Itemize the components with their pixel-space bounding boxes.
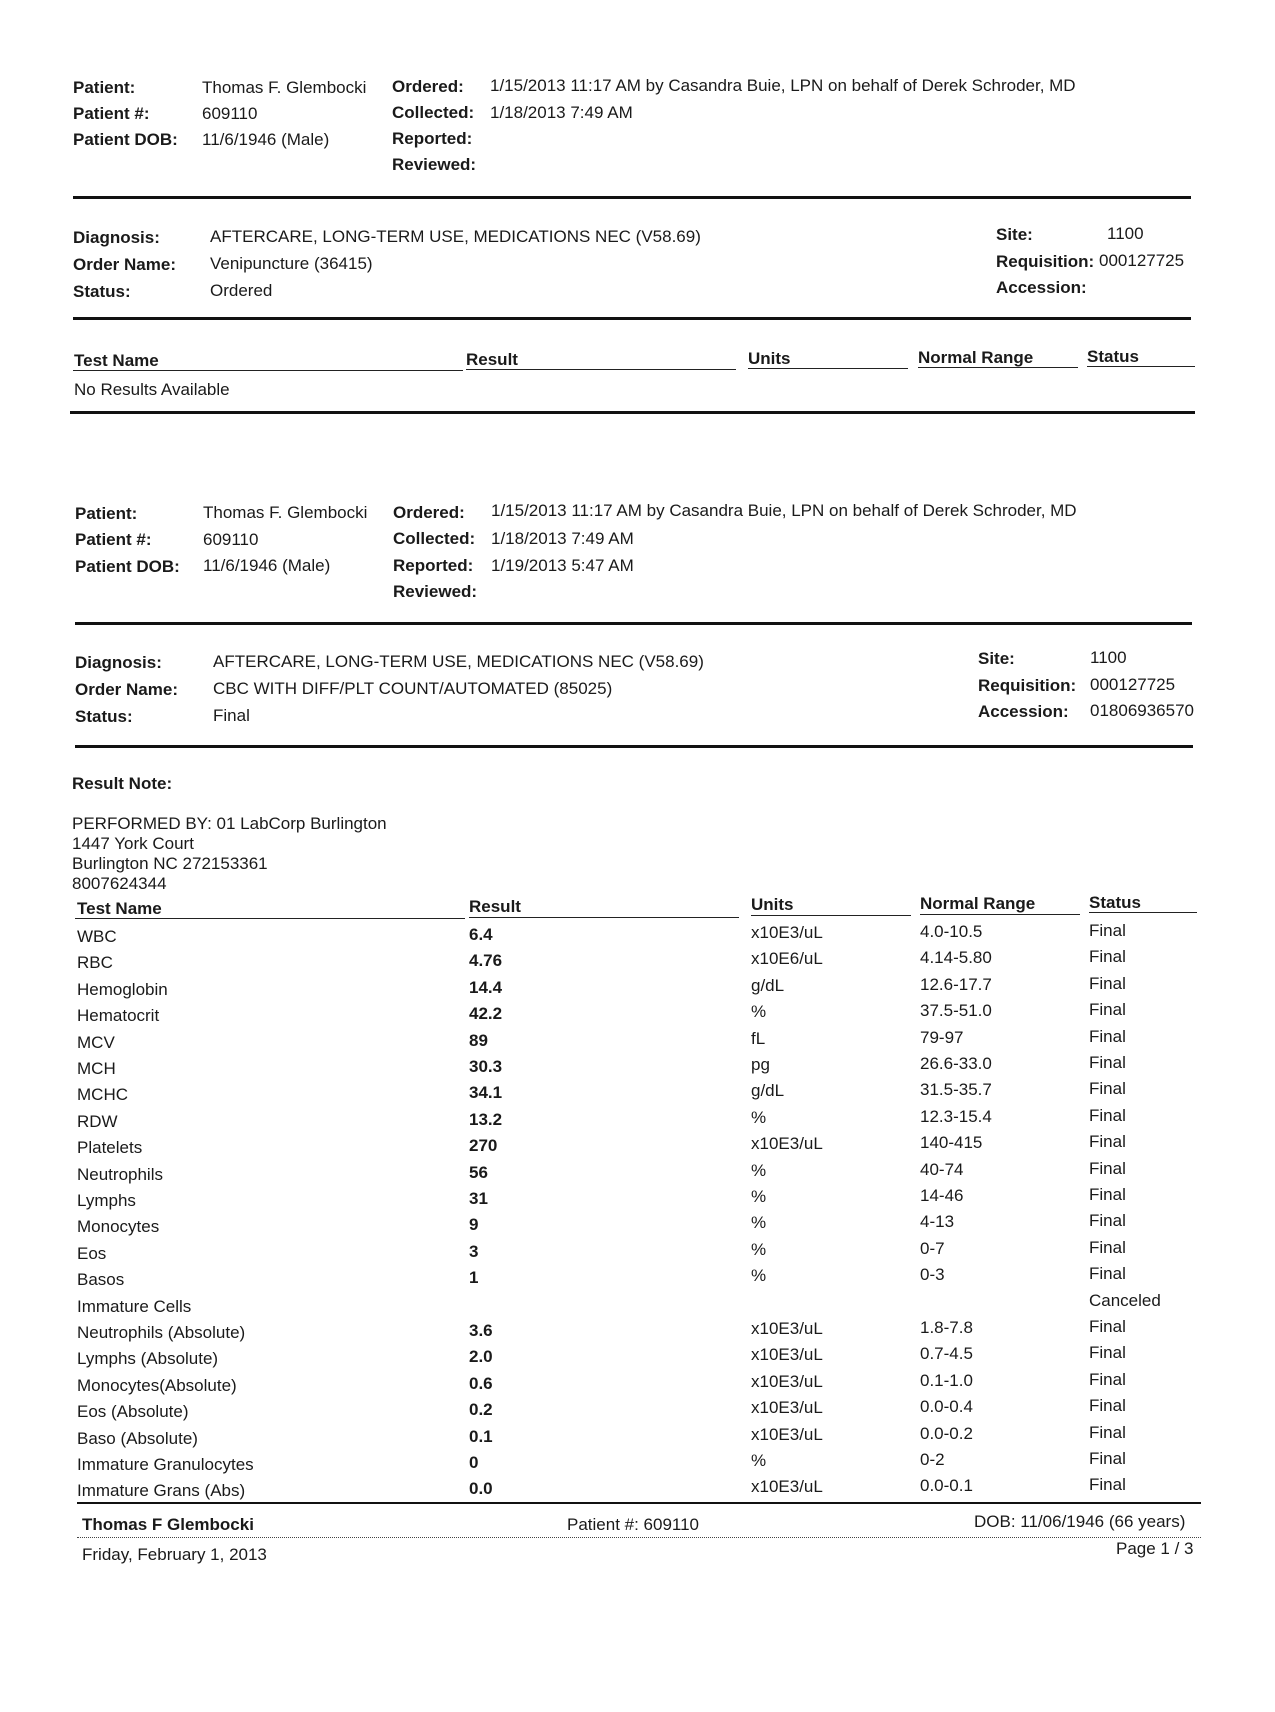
footer-dob: DOB: 11/06/1946 (66 years) (974, 1512, 1186, 1531)
cell-status: Final (1089, 1422, 1126, 1442)
cell-normal-range: 31.5-35.7 (920, 1080, 992, 1100)
cell-normal-range: 0.7-4.5 (920, 1344, 973, 1364)
col-header-normal-range: Normal Range (920, 894, 1036, 913)
lab-address-line1: 1447 York Court (72, 834, 194, 853)
cell-normal-range: 0.1-1.0 (920, 1370, 973, 1390)
patient-number: 609110 (203, 530, 259, 549)
cell-status: Final (1089, 1475, 1126, 1495)
cell-units: % (751, 1107, 767, 1127)
cell-test-name: Neutrophils (77, 1164, 163, 1184)
cell-test-name: Monocytes(Absolute) (77, 1375, 237, 1395)
requisition-label: Requisition: (996, 252, 1095, 271)
accession-label: Accession: (978, 702, 1069, 721)
cell-units: % (751, 1213, 767, 1233)
cell-normal-range: 26.6-33.0 (920, 1054, 992, 1073)
col-header-result: Result (469, 897, 521, 916)
cell-result: 42.2 (469, 1004, 503, 1024)
table-row (0, 1132, 1275, 1164)
table-row (0, 1369, 1275, 1402)
cell-status: Final (1089, 1053, 1126, 1072)
cell-result: 2.0 (469, 1347, 493, 1367)
cell-normal-range: 140-415 (920, 1133, 983, 1153)
patient-label: Patient: (75, 504, 138, 523)
header-underline (75, 918, 465, 919)
cell-test-name: Monocytes (77, 1217, 160, 1237)
cell-units: x10E3/uL (751, 1371, 823, 1391)
cell-normal-range: 0.0-0.4 (920, 1397, 973, 1417)
table-row (0, 1449, 1275, 1481)
cell-units: % (751, 1266, 767, 1286)
cell-normal-range: 37.5-51.0 (920, 1001, 992, 1021)
cell-test-name: RDW (77, 1111, 118, 1131)
cell-status: Final (1089, 1132, 1126, 1152)
lab-phone: 8007624344 (72, 874, 167, 893)
patient-dob-label: Patient DOB: (73, 130, 178, 149)
cell-units: x10E3/uL (751, 1424, 823, 1444)
cell-test-name: Lymphs (Absolute) (77, 1349, 219, 1369)
footer-patient-name: Thomas F Glembocki (82, 1515, 254, 1534)
cell-result: 89 (469, 1030, 488, 1050)
ordered-value: 1/15/2013 11:17 AM by Casandra Buie, LPN on behalf of Derek Schroder, MD (490, 76, 1076, 95)
cell-test-name: MCV (77, 1032, 115, 1052)
patient-label: Patient: (73, 78, 136, 97)
cell-units: % (751, 1451, 767, 1470)
cell-normal-range: 14-46 (920, 1186, 964, 1205)
col-header-test-name: Test Name (77, 899, 162, 918)
reviewed-label: Reviewed: (392, 155, 477, 174)
cell-status: Canceled (1089, 1290, 1161, 1310)
patient-dob: 11/6/1946 (Male) (203, 556, 331, 575)
site-label: Site: (978, 649, 1015, 668)
cell-units: pg (751, 1055, 770, 1074)
cell-test-name: MCHC (77, 1085, 128, 1105)
diagnosis-value: AFTERCARE, LONG-TERM USE, MEDICATIONS NEC (V58.69) (210, 227, 701, 246)
requisition-value: 000127725 (1099, 251, 1185, 270)
cell-result: 0.0 (469, 1479, 493, 1499)
requisition-label: Requisition: (978, 676, 1077, 695)
cell-result: 1 (469, 1268, 479, 1288)
patient-name: Thomas F. Glembocki (202, 78, 367, 97)
cell-result: 270 (469, 1136, 498, 1156)
col-header-status: Status (1089, 893, 1141, 912)
status-label: Status: (75, 707, 133, 726)
cell-result: 0.6 (469, 1373, 493, 1393)
no-results-text: No Results Available (74, 380, 230, 399)
table-row (0, 1079, 1275, 1111)
cell-test-name: Eos (Absolute) (77, 1402, 189, 1422)
cell-status: Final (1089, 1237, 1126, 1257)
section-divider (75, 745, 1193, 748)
performed-by: PERFORMED BY: 01 LabCorp Burlington (72, 814, 387, 833)
cell-normal-range: 12.6-17.7 (920, 974, 992, 994)
order-name-label: Order Name: (73, 255, 176, 274)
cell-result: 6.4 (469, 925, 493, 944)
reported-label: Reported: (392, 129, 473, 148)
cell-units: g/dL (751, 1081, 785, 1101)
reported-value: 1/19/2013 5:47 AM (491, 556, 634, 575)
cell-units: x10E6/uL (751, 949, 823, 969)
footer-divider (77, 1502, 1201, 1504)
cell-result: 4.76 (469, 951, 503, 971)
cell-status: Final (1089, 947, 1126, 967)
col-header-units: Units (751, 895, 794, 914)
cell-test-name: Hemoglobin (77, 979, 168, 999)
cell-normal-range: 0-2 (920, 1450, 945, 1469)
header-underline (1089, 912, 1197, 913)
cell-result: 56 (469, 1162, 488, 1182)
header-underline (466, 369, 736, 370)
col-header-test-name: Test Name (74, 351, 159, 370)
status-label: Status: (73, 282, 131, 301)
collected-value: 1/18/2013 7:49 AM (490, 103, 633, 122)
footer-dotted-rule (77, 1537, 1201, 1538)
cell-test-name: MCH (77, 1059, 116, 1078)
cell-test-name: Platelets (77, 1138, 143, 1158)
cell-test-name: Basos (77, 1270, 125, 1290)
cell-units: % (751, 1187, 767, 1206)
cell-result: 31 (469, 1189, 488, 1208)
table-row (0, 1317, 1275, 1349)
cell-result: 3.6 (469, 1321, 493, 1340)
cell-result: 0.2 (469, 1400, 493, 1420)
cell-normal-range: 0-3 (920, 1265, 945, 1285)
cell-status: Final (1089, 1000, 1126, 1020)
ordered-value: 1/15/2013 11:17 AM by Casandra Buie, LPN on behalf of Derek Schroder, MD (491, 501, 1077, 520)
ordered-label: Ordered: (392, 77, 464, 96)
cell-test-name: Eos (77, 1243, 107, 1263)
cell-result: 9 (469, 1215, 479, 1235)
table-row (0, 1396, 1275, 1428)
site-label: Site: (996, 225, 1033, 244)
order-name-value: CBC WITH DIFF/PLT COUNT/AUTOMATED (85025) (213, 679, 613, 698)
cell-status: Final (1089, 1079, 1126, 1099)
cell-test-name: RBC (77, 953, 113, 973)
table-row (0, 1158, 1275, 1191)
header-underline (918, 367, 1078, 368)
table-row (0, 1185, 1275, 1217)
cell-result: 13.2 (469, 1109, 503, 1129)
header-underline (748, 368, 908, 369)
cell-result: 0 (469, 1453, 479, 1472)
order-name-value: Venipuncture (36415) (210, 254, 373, 273)
section-divider (70, 411, 1195, 414)
cell-units: g/dL (751, 975, 785, 995)
cell-test-name: Hematocrit (77, 1006, 160, 1026)
cell-result: 0.1 (469, 1426, 493, 1446)
cell-test-name: WBC (77, 927, 117, 946)
cell-status: Final (1089, 1317, 1126, 1336)
diagnosis-value: AFTERCARE, LONG-TERM USE, MEDICATIONS NEC (V58.69) (213, 652, 704, 671)
cell-status: Final (1089, 921, 1126, 940)
cell-status: Final (1089, 1264, 1126, 1284)
requisition-value: 000127725 (1090, 675, 1176, 694)
footer-patient-number: Patient #: 609110 (567, 1515, 700, 1534)
cell-normal-range: 12.3-15.4 (920, 1106, 992, 1126)
cell-normal-range: 1.8-7.8 (920, 1318, 973, 1337)
patient-dob: 11/6/1946 (Male) (202, 130, 330, 149)
cell-units: x10E3/uL (751, 923, 823, 942)
cell-test-name: Immature Cells (77, 1296, 192, 1316)
cell-normal-range: 79-97 (920, 1027, 964, 1047)
cell-normal-range: 4.14-5.80 (920, 948, 992, 968)
reviewed-label: Reviewed: (393, 582, 478, 601)
patient-name: Thomas F. Glembocki (203, 503, 368, 522)
cell-normal-range: 0.0-0.1 (920, 1476, 973, 1496)
site-value: 1100 (1090, 648, 1127, 667)
table-row (0, 1264, 1275, 1296)
table-row (0, 1105, 1275, 1138)
accession-value: 01806936570 (1090, 701, 1195, 720)
order-name-label: Order Name: (75, 680, 178, 699)
accession-label: Accession: (996, 278, 1087, 297)
section-divider (75, 622, 1192, 625)
table-row (0, 921, 1275, 953)
table-row (0, 947, 1275, 979)
cell-result: 3 (469, 1241, 479, 1261)
col-header-units: Units (748, 349, 791, 368)
cell-normal-range: 0-7 (920, 1238, 945, 1258)
cell-units: x10E3/uL (751, 1477, 823, 1497)
cell-result: 14.4 (469, 977, 503, 997)
cell-status: Final (1089, 1449, 1126, 1468)
table-row (0, 1211, 1275, 1243)
cell-test-name: Neutrophils (Absolute) (77, 1323, 246, 1342)
lab-address-line2: Burlington NC 272153361 (72, 854, 268, 873)
cell-units: % (751, 1239, 767, 1259)
diagnosis-label: Diagnosis: (73, 228, 160, 247)
table-row (0, 1422, 1275, 1455)
cell-status: Final (1089, 1343, 1126, 1363)
patient-dob-label: Patient DOB: (75, 557, 180, 576)
status-value: Final (213, 706, 250, 725)
header-underline (920, 914, 1080, 915)
header-underline (469, 917, 739, 918)
col-header-result: Result (466, 350, 518, 369)
table-row (0, 1237, 1275, 1270)
cell-normal-range: 40-74 (920, 1159, 964, 1179)
cell-units: x10E3/uL (751, 1345, 823, 1365)
table-row (0, 1026, 1275, 1059)
patient-number-label: Patient #: (75, 530, 152, 549)
cell-units: % (751, 1002, 767, 1022)
cell-status: Final (1089, 973, 1126, 993)
patient-number: 609110 (202, 104, 258, 123)
col-header-status: Status (1087, 347, 1139, 366)
col-header-normal-range: Normal Range (918, 348, 1034, 367)
cell-result: 34.1 (469, 1083, 503, 1103)
cell-status: Final (1089, 1185, 1126, 1204)
cell-test-name: Immature Granulocytes (77, 1455, 254, 1474)
cell-status: Final (1089, 1211, 1126, 1231)
page-number: Page 1 / 3 (1116, 1539, 1194, 1558)
status-value: Ordered (210, 281, 273, 300)
table-row (0, 1000, 1275, 1032)
ordered-label: Ordered: (393, 503, 465, 522)
cell-units: % (751, 1160, 767, 1180)
collected-label: Collected: (393, 529, 476, 548)
cell-normal-range: 4-13 (920, 1212, 955, 1232)
section-divider (73, 317, 1191, 320)
result-note-label: Result Note: (72, 774, 173, 793)
header-underline (1087, 366, 1195, 367)
header-underline (73, 370, 463, 371)
table-row (0, 973, 1275, 1006)
collected-label: Collected: (392, 103, 475, 122)
table-row (0, 1053, 1275, 1085)
cell-status: Final (1089, 1396, 1126, 1416)
reported-label: Reported: (393, 556, 474, 575)
patient-number-label: Patient #: (73, 104, 150, 123)
footer-date: Friday, February 1, 2013 (82, 1545, 267, 1564)
site-value: 1100 (1107, 224, 1144, 243)
table-row (0, 1290, 1275, 1323)
cell-normal-range: 4.0-10.5 (920, 922, 983, 941)
diagnosis-label: Diagnosis: (75, 653, 162, 672)
cell-test-name: Immature Grans (Abs) (77, 1481, 246, 1501)
cell-units: fL (751, 1028, 766, 1048)
header-underline (751, 915, 911, 916)
cell-status: Final (1089, 1105, 1126, 1125)
cell-units: x10E3/uL (751, 1398, 823, 1418)
cell-status: Final (1089, 1158, 1126, 1178)
table-row (0, 1343, 1275, 1375)
cell-units: x10E3/uL (751, 1134, 823, 1154)
cell-normal-range: 0.0-0.2 (920, 1423, 973, 1443)
collected-value: 1/18/2013 7:49 AM (491, 529, 634, 548)
cell-units: x10E3/uL (751, 1319, 823, 1338)
cell-status: Final (1089, 1369, 1126, 1389)
cell-test-name: Baso (Absolute) (77, 1428, 198, 1448)
section-divider (73, 196, 1191, 199)
cell-test-name: Lymphs (77, 1191, 136, 1210)
cell-result: 30.3 (469, 1057, 503, 1076)
cell-status: Final (1089, 1026, 1126, 1046)
